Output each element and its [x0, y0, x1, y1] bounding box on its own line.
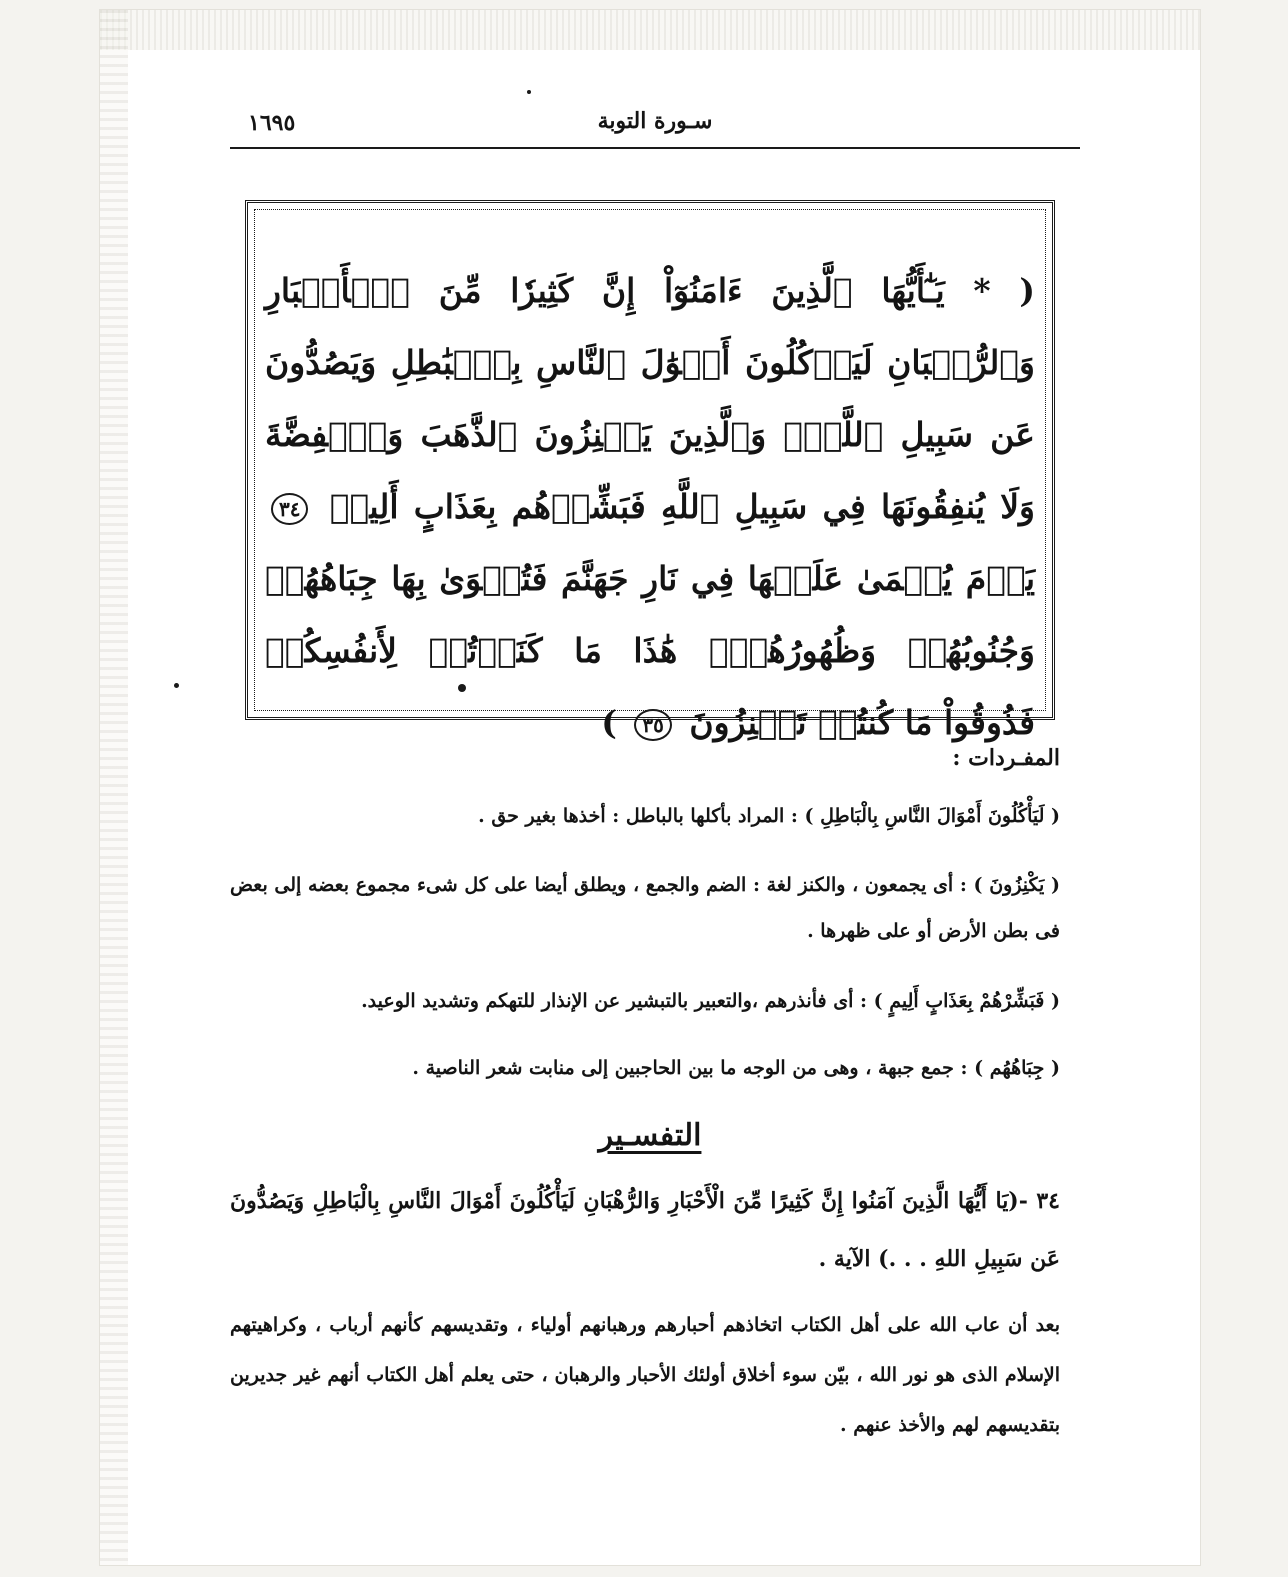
vocabulary-heading: المفـردات :	[952, 745, 1060, 771]
page-number: ١٦٩٥	[248, 110, 296, 136]
verse-closing-paren: )	[601, 703, 617, 742]
vocab-entry: ( فَبَشِّرْهُمْ بِعَذَابٍ أَلِيمٍ ) : أى فأنذرهم ،والتعبير بالتبشير عن الإنذار للتهكم وتشديد الوعيد.	[361, 990, 1060, 1012]
scan-speck	[174, 683, 179, 688]
scan-speck	[527, 90, 531, 94]
tafsir-verse-reference: ٣٤ -(يَا أَيُّهَا الَّذِينَ آمَنُوا إِنَّ كَثِيرًا مِّنَ الْأَحْبَارِ وَالرُّهْبَانِ لَيَأْكُلُونَ أَمْوَالَ النَّاسِ بِالْبَاطِلِ وَيَصُدُّونَ عَن سَبِيلِ اللهِ . . .) الآية .	[230, 1188, 1060, 1272]
scan-noise-left	[100, 10, 128, 1565]
vocab-entry: ( يَكْنِزُونَ ) : أى يجمعون ، والكنز لغة : الضم والجمع ، ويطلق أيضا على كل شىء مجموع بعضه إلى بعض فى بطن الأرض أو على ظهرها .	[230, 874, 1060, 942]
tafsir-heading: التفسـير	[598, 1118, 702, 1153]
tafsir-paragraph: بعد أن عاب الله على أهل الكتاب اتخاذهم أحبارهم ورهبانهم أولياء ، وتقديسهم كأنهم أرباب ، وكراهيتهم الإسلام الذى هو نور الله ، بيّن سوء أخلاق أولئك الأحبار والرهبان ، حتى يعلم أهل الكتاب أنهم غير جديرين بتقديسهم لهم والأخذ عنهم .	[230, 1314, 1060, 1436]
ayah-number-35: ٣٥	[634, 709, 671, 741]
quran-verse-text	[265, 255, 1035, 742]
vocab-entry: ( جِبَاهُهُم ) : جمع جبهة ، وهى من الوجه ما بين الحاجبين إلى منابت شعر الناصية .	[412, 1057, 1060, 1079]
page-header	[230, 108, 1080, 148]
header-divider	[230, 147, 1080, 149]
ayah-number-34: ٣٤	[271, 493, 308, 525]
verse-part-2: يَوۡمَ يُحۡمَىٰ عَلَيۡهَا فِي نَارِ جَهَنَّمَ فَتُكۡوَىٰ بِهَا جِبَاهُهُمۡ وَجُنُوبُهُمۡ وَظُهُورُهُمۡۖ هَٰذَا مَا كَنَزۡتُمۡ لِأَنفُسِكُمۡ فَذُوقُواْ مَا كُنتُمۡ تَكۡنِزُونَ	[265, 559, 1035, 742]
vocab-entry: ( لَيَأْكُلُونَ أَمْوَالَ النَّاسِ بِالْبَاطِلِ ) : المراد بأكلها بالباطل : أخذها بغير حق .	[478, 805, 1060, 827]
scan-speck	[458, 684, 466, 692]
surah-title: سـورة التوبة	[597, 108, 713, 134]
scan-noise-top	[100, 10, 1200, 50]
verse-part-1: ( * يَـٰٓأَيُّهَا ٱلَّذِينَ ءَامَنُوٓاْ إِنَّ كَثِيرٗا مِّنَ ٱلۡأَحۡبَارِ وَٱلرُّهۡبَانِ لَيَأۡكُلُونَ أَمۡوَٰلَ ٱلنَّاسِ بِٱلۡبَٰطِلِ وَيَصُدُّونَ عَن سَبِيلِ ٱللَّهِۗ وَٱلَّذِينَ يَكۡنِزُونَ ٱلذَّهَبَ وَٱلۡفِضَّةَ وَلَا يُنفِقُونَهَا فِي سَبِيلِ ٱللَّهِ فَبَشِّرۡهُم بِعَذَابٍ أَلِيمٖ	[265, 271, 1035, 526]
